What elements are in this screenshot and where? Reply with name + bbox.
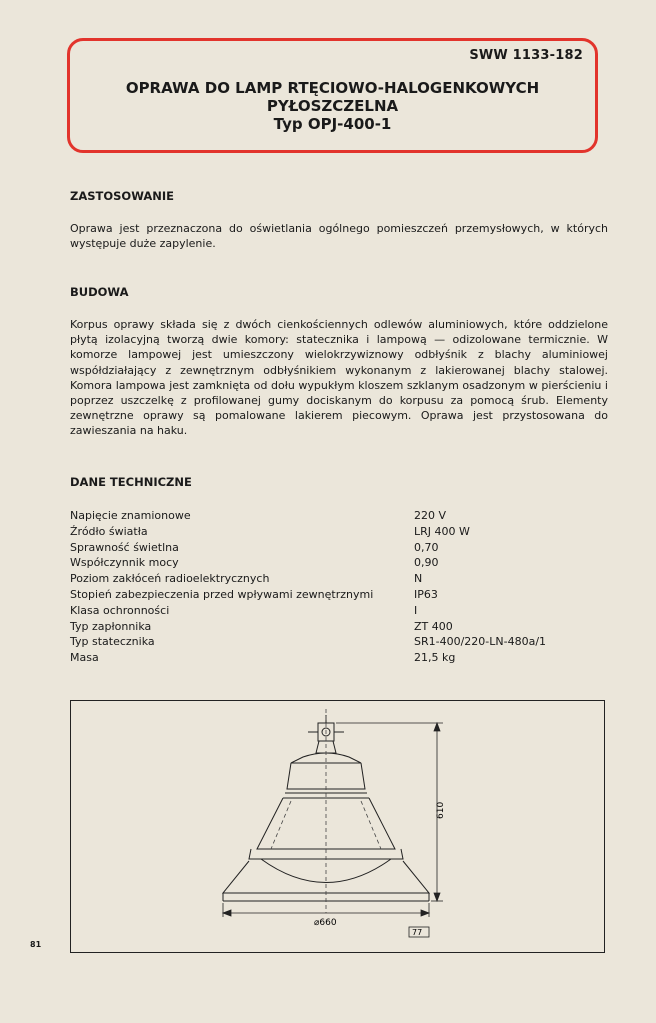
spec-row	[70, 634, 610, 650]
spec-label: Typ statecznika	[70, 635, 155, 649]
spec-label: Napięcie znamionowe	[70, 509, 191, 522]
specs-table	[70, 508, 610, 666]
spec-value: 0,70	[414, 540, 439, 554]
technical-drawing-frame	[70, 700, 605, 953]
height-dimension-label: 610	[436, 801, 446, 819]
spec-row	[70, 587, 610, 603]
spec-value: 220 V	[414, 509, 447, 522]
budowa-text: Korpus oprawy składa się z dwóch cienkościennych odlewów aluminiowych, które oddzielone płytą izolacyjną tworzą dwie komory: statecznika i lampową — odizolowane termicznie. W komorze lampowej jest umieszczony wielokrzywiznowy odbłyśnik z blachy aluminiowej współdziałający z zewnętrznym odbłyśnikiem wykonanym z lakierowanej blachy stalowej. Komora lampowa jest zamknięta od dołu wypukłym kloszem szklanym osadzonym w pierścieniu i poprzez uszczelkę z profilowanej gumy dociskanym do korpusu za pomocą śrub. Elementy zewnętrzne oprawy są pomalowane lakierem piecowym. Oprawa jest przystosowana do zawieszania na haku.	[70, 318, 608, 438]
title-line-2: PYŁOSZCZELNA	[266, 97, 399, 115]
spec-value: N	[414, 572, 423, 586]
spec-label: Sprawność świetlna	[70, 540, 179, 554]
spec-row	[70, 508, 610, 524]
header-box	[67, 38, 598, 153]
spec-label: Masa	[70, 651, 99, 665]
spec-row	[70, 540, 610, 556]
figure-number: 77	[412, 928, 423, 937]
spec-row	[70, 555, 610, 571]
title-line-3: Typ OPJ-400-1	[273, 115, 392, 133]
spec-value: ZT 400	[414, 619, 453, 633]
spec-label: Stopień zabezpieczenia przed wpływami zewnętrznymi	[70, 587, 374, 601]
spec-value: LRJ 400 W	[414, 524, 470, 538]
spec-label: Typ zapłonnika	[70, 619, 152, 633]
budowa-heading: BUDOWA	[70, 285, 129, 299]
zastosowanie-text: Oprawa jest przeznaczona do oświetlania ogólnego pomieszczeń przemysłowych, w których występuje duże zapylenie.	[70, 222, 608, 251]
document-code: SWW 1133-182	[469, 48, 583, 63]
spec-value: 21,5 kg	[414, 651, 456, 665]
spec-value: 0,90	[414, 556, 439, 570]
width-dimension-label: ⌀660	[314, 918, 337, 928]
page-number: 81	[30, 940, 42, 949]
spec-row	[70, 619, 610, 635]
spec-label: Źródło światła	[70, 524, 148, 538]
spec-label: Współczynnik mocy	[70, 556, 179, 570]
luminaire-drawing	[71, 701, 603, 951]
zastosowanie-heading: ZASTOSOWANIE	[70, 189, 175, 203]
inner-reflector-right	[361, 801, 381, 849]
spec-row	[70, 603, 610, 619]
spec-row	[70, 524, 610, 540]
spec-value: IP63	[414, 587, 438, 601]
inner-reflector-left	[271, 801, 291, 849]
title-line-1: OPRAWA DO LAMP RTĘCIOWO-HALOGENKOWYCH	[125, 79, 540, 97]
dane-techniczne-heading: DANE TECHNICZNE	[70, 475, 192, 489]
spec-label: Poziom zakłóceń radioelektrycznych	[70, 572, 270, 586]
spec-value: I	[414, 603, 418, 617]
spec-row	[70, 571, 610, 587]
spec-value: SR1-400/220-LN-480a/1	[414, 635, 547, 649]
spec-label: Klasa ochronności	[70, 603, 170, 617]
spec-row	[70, 650, 610, 666]
